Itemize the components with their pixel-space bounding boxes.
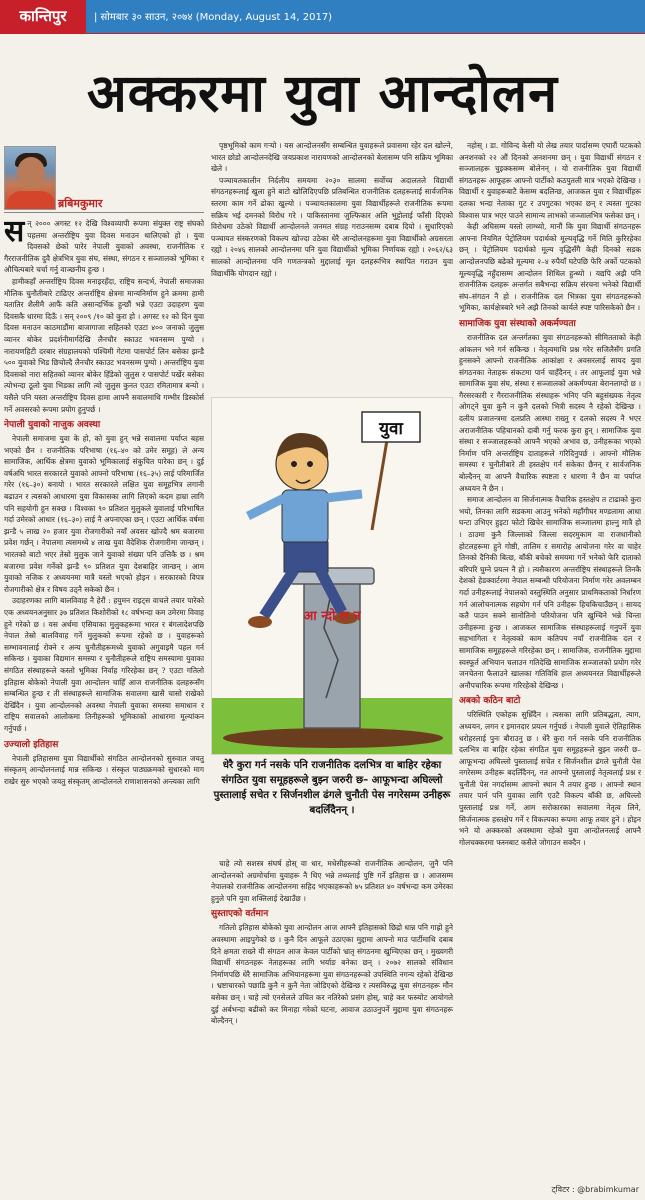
editorial-cartoon [211, 397, 453, 755]
cartoon-leg-left [264, 570, 294, 616]
subhead-difficult-path: अबको कठिन बाटो [459, 696, 521, 707]
masthead [0, 0, 645, 34]
cartoon-shirt [282, 490, 328, 544]
column-1-paragraph-4: उदाहरणका लागि बालविवाह नै हेरौं : हयुमन राइट्स वाचले तयार पारेको एक अध्ययनअनुसार ३७ प्रतिशत किशोरीको १८ वर्षभन्दा कम उमेरमा विवाह हुने गरेको छ । यस अर्थमा एसियाका मुलुकहरूमा भारत र बंगलादेशपछि नेपाल तेस्रो बालविवाह गर्ने मुलुकको रूपमा रहेको छ । युवाहरूको सम्भावनालाई रोक्ने र अन्य चुनौतीहरूमध्ये युवाको अगुवाइमै पहल गर्न सकिन्छ । युवाका विद्यमान समस्या र चुनौतीहरूले राष्ट्रिय समस्यामा युवाका संगठित संस्थाहरूले कस्तो भूमिका निर्वाह गरिरहेका छन् ? एउटा गतिलो इतिहास बोकेको नेपाली युवा आन्दोलन चाहिँ आज राजनीतिक दलहरूसँग सम्बन्धित हुन्छ र ती संस्थाहरूले सामाजिक सवालमा खासै चासो राखेको देखिँदैन । युवा आन्दोलनको अवस्था नेपाली युवाका समस्या समाधान र राष्ट्रिय सवालको आलोकमा तिनीहरूको भूमिकाको आधारमा मूल्यांकन गर्नुपर्छ । [4, 596, 204, 733]
author-twitter-handle[interactable]: ट्विटर : @brabimkumar [551, 1185, 639, 1194]
cartoon-illustration [212, 398, 453, 755]
article-headline: अक्करमा युवा आन्दोलन [87, 64, 558, 124]
cartoon-sign-text: युवा [379, 419, 403, 439]
byline-rule [4, 212, 204, 213]
cartoon-shoe-left [248, 616, 272, 628]
cartoon-sign-pole [372, 434, 388, 530]
article-column-3 [459, 140, 641, 1182]
subhead-sluggish-present: सुस्ताएको वर्तमान [211, 909, 269, 920]
column-3-paragraph-4: समाज आन्दोलन वा सिर्जनात्मक वैचारिक हस्तक्षेप त टाढाको कुरा भयो, तिनका लागि सडकमा आउनु भनेको महाँगीघर मण्डलामा आधा घन्टा उभिएर हुइटा फोटो खिचेर सामाजिक सञ्जालमा हाल्नु मात्रै हो । ठाउमा कुनै जिल्लाको जिल्ला सदरमुकाम वा राजधानीको होटलहरूमा हुने गोष्ठी, तालिम र समारोह आयोजना गरेर वा चाहेर तिनको दैनिकी बित्छ, बाँकी बचेको समयमा गर्ने भनेको फेरि दाताको बरिपरि घुम्ने प्रयत्न नै हो । त्यसैकारण अन्तर्राष्ट्रिय संस्थाहरूले तिनकै देशको हेडक्वार्टरमा नेपाल सम्बन्धी परियोजना निर्माण गरेर अवलम्बन गर्दा उनीहरूलाई नेपालको वस्तुस्थिति अनुसार प्राथमिकताको निर्धारण गर्न आलोचनात्मक सहयोग गर्न पनि उनीहरू हिचकिचाउँछन् । सायद कतै पाउन सक्ने सानोतिनो परियोजना पनि खुम्चिने भन्ने चिन्ता उनीहरूमा हुन्छ । आजकल सामाजिक संस्थाहरूलाई गनुपर्ने युवा सहभागिता र नेतृत्वको काम कतिपय नयाँ राजनीतिक दल र सामाजिक समूहहरूले गरिरहेका छन् । सामाजिक, राजनीतिक मुद्दामा स्वस्फूर्त अभियान चलाउन गतिदेखि सामाजिक सञ्जालको प्रयोग गरेर जनचेतना फैलाउने खालका गतिविधि हाल अध्ययनरत विद्यार्थीहरूले अनौपचारिक रूपमा गरिरहेको देखिन्छ । [459, 495, 641, 690]
column-3-paragraph-3: राजनीतिक दल अन्तर्गतका युवा संगठनहरूको सीमितताको केही आंकलन भने गर्न सकिन्छ । नेतृत्वमाथि प्रश्न गरेर सजिलैसँग प्रगति हुनसक्ने आफ्नो राजनीतिक आकांक्षा र अवसरलाई सायद युवा संगठनका नेताहरू संकटमा पार्न चाहँदैनन् । तर आफूलाई युवा भन्ने सामाजिक युवा संघ, संस्था र सञ्जालको अकर्मण्यता बेरानलाग्दो छ । गैरसरकारी र गैरराजनीतिक संस्थाहरू भनिए पनि बहुसंख्यक नेतृत्व ओगट्ने युवा कुनै न कुनै दलको भित्री सदस्य नै रहेको देखिन्छ । दलीय प्रजातन्त्रमा दलप्रति आस्था राख्नु र दलको सदस्य नै भएर अराजनीतिक पहिचानको दाबी गर्नु फरक कुरा हुन् । सामाजिक युवा संस्था र सञ्जालहरूको आफ्नै भएको अभाव छ, उनीहरूका भएको निर्माण पनि अन्तर्राष्ट्रिय दाताहरूले गरिदिनुपर्छ । आफ्नो मौलिक समस्या र चुनौतीबारे ती हस्तक्षेप गर्न सकेका छैनन् र सार्वजनिक बोल्दैनन् वा आफ्नै वैचारिक स्पष्टता र धारणा नै छैन वा पर्याप्त अध्ययन नै छैन । [459, 332, 641, 493]
cartoon-eye-right [307, 461, 313, 467]
newspaper-logo[interactable]: कान्तिपुर [0, 0, 86, 33]
author-face [17, 157, 45, 189]
article-column-1 [4, 218, 204, 1196]
subhead-youth-condition: नेपाली युवाको नाजुक अवस्था [4, 420, 101, 431]
author-photo [4, 146, 56, 210]
subhead-social-youth-inaction: सामाजिक युवा संस्थाको अकर्मण्यता [459, 318, 576, 329]
column-2-paragraph-2: पञ्चायतकालीन निर्दलीय समयमा २०३० सालमा सर्वोच्च अदालतले विद्यार्थी संगठनहरूलाई खुला हुने बाटो खोलिदिएपछि प्रतिबन्धित राजनीतिक दलहरूलाई सार्वजनिक स्तरमा काम गर्ने ढोका खुल्यो । पञ्चायतकालमा युवा विद्यार्थीहरूले राजनीतिक रूपमा सक्रिय भई दमनको विरोध गरे । पाकिस्तानमा जुल्फिकार अलि भुट्टोलाई फाँसी दिएको विरोधमा उठेको विद्यार्थी आन्दोलनले जनमत संग्रह गराउनसम्म दबाब दियो । सुधारिएको पञ्चायत संस्करणको विकल्प खोज्दा उठेका धेरै आन्दोलनहरूमा युवा विद्यार्थीको अग्रसरता रह्यो । २०४६ सालको आन्दोलनमा पनि युवा विद्यार्थीको भूमिका निर्णायक रह्यो । २०६२/६३ सालको आन्दोलनमा पनि गणतन्त्रको मुद्दालाई मूल दलहरूभित्र स्थापित गराउन युवा विद्यार्थीकै योगदान रह्यो । [211, 175, 453, 278]
column-2-paragraph-1: पृष्ठभूमिको काम गऱ्यो । यस आन्दोलनसँग सम्बन्धित युवाहरूले प्रवासमा रहेर दल खोल्ने, भारत छोडो आन्दोलनदेखि जयप्रकाश नारायणको आन्दोलनको बेलासम्म पनि सक्रिय भूमिका खेले । [211, 141, 453, 174]
column-1-paragraph-2: हामीकहाँ अन्तर्राष्ट्रिय दिवस मनाइरहँदा, राष्ट्रिय सन्दर्भ, नेपाली समाजका मौलिक चुनौतीबारे टाढिएर अन्तर्राष्ट्रिय क्षेत्रमा मान्यनिर्माण हुने क्रममा हामी यतातिर शैलीमै आफैं कति असान्दर्भिक हुन्छौं भन्ने एउटा उदाहरण युवा दिवसकै धारमा दिऊँ । सन् २००९ /१० को कुरा हो । अगस्ट १२ को दिन युवा दिवस मनाउन काठमाडौंमा बाजागाजा सहितको एउटा ४०० जनाको जुलुस व्यानर बोकेर प्रदर्शनीमार्गदेखि लैनचौर स्काउट भवनसम्म पुग्यो । नारायणहिटी दरबार संग्रहालयको पश्चिमी गेटमा पासपोर्ट लिन बसेका झन्डै ५०० युवाको भिड छिचोल्दै लैनचौर स्काउट भवनसम्म पुग्यो । अन्तर्राष्ट्रिय युवा दिवसको नारा सहितको व्यानर बोकेर हिँडेको जुलुस र पासपोर्ट पर्खेर बसेका त्योभन्दा ठूलो युवा भिडका लागि त्यो जुलुस कुनत एउटा रमितामात्र बन्यो । यसैले पनि यस्ता अन्तर्राष्ट्रिय दिवस हामा आफ्नै सवालमाथि गम्भीर डिस्कोर्स गर्ने अवसरको रूपमा प्रयोग हुनुपर्छ । [4, 276, 204, 414]
column-3-paragraph-1: नहोस् । डा. गोविन्द केसी यो लेख तयार पार्दासम्म एघारौं पटकको अनशनको २२ औं दिनको अनशनमा छन् । युवा विद्यार्थी संगठन र सञ्जालहरू चुइक्कसम्म बोलेनन् । यो राजनीतिक युवा विद्यार्थी संगठनहरू आफूहरू आफ्नो पार्टीको कठपुतली मात्र भएको देखिन्छ । विद्यार्थी र युवाहरूबाटै केसम्म बदलिन्छ, आजकल युवा र विद्यार्थीहरू दलका भन्दा नेताका गुट र उपगुटका भएका छन् र त्यस्ता गुटका विश्वास पात्र भएर पाउने सामान्य लाभको जञ्जालभित्र फसेका छन् । [459, 141, 641, 220]
column-1-paragraph-5: नेपाली इतिहासमा युवा विद्यार्थीको संगठित आन्दोलनको सुरुवात जयतु संस्कृतम् आन्दोलनलाई मान्न सकिन्छ । संस्कृत पाठ्यक्रमको सुधारको माग राखेर सुरु भएको जयतु संस्कृतम् आन्दोलनले राणाशासनको अन्त्यका लागि [4, 753, 204, 786]
author-shirt [7, 191, 55, 210]
dateline: | सोमबार ३० साउन, २०७४ (Monday, August 14, 2017) [86, 0, 645, 33]
column-2-paragraph-3: चाहे त्यो सशस्त्र संघर्ष होस् वा धार, मधेसीहरूको राजनीतिक आन्दोलन, जुनै पनि आन्दोलनको अग्रमोर्चामा युवाहरू नै थिए भन्ने तथ्यलाई पुष्टि गर्ने इतिहास छ । आजसम्म नेपालको राजनीतिक आन्दोलनमा सहिद भएकाहरूको ७५ प्रतिशत ४० वर्षभन्दा कम उमेरका हुनुले पनि युवा शक्तिलाई देखाउँछ । [211, 859, 453, 903]
author-byline: ब्रबिमकुमार [58, 197, 103, 210]
cartoon-trousers [284, 542, 328, 572]
column-3-paragraph-5: परिस्थिति एकोहक सुध्रिँदैन । त्यसका लागि प्रतिबद्धता, त्याग, अध्ययन, लगन र इमानदार प्रयत्न गर्नुपर्छ । नेपाली युवाले ऐतिहासिक धरोहरलाई पुनः बौराउनु छ । धेरै कुरा गर्न नसके पनि राजनीतिक दलभित्र वा बाहिर रहेका संगठित युवा समूहहरूले बुझ्न जरुरी छ– आफूभन्दा अघिल्लो पुस्तालाई सचेत र सिर्जनशील ढंगले चुनौती पेस नगरेसम्म उनीहरू बदलिँदैनन्, नत आफ्नो पुस्तालाई नेतृत्वलाई प्रश्न र चुनौती पेस नगर्दासम्म आफ्नो स्थान नै तयार हुन्छ । आफ्नो स्थान तयार पार्न पनि युवाका लागि एउटै विकल्प बाँकी छ, अघिल्लो पुस्तालाई प्रश्न गर्ने, आम सरोकारका सवालमा नेतृत्व लिने, सिर्जनात्मक हस्तक्षेप गर्ने र विकल्पका रूपमा आफू तयार हुने । होइन भने यो अक्करको अवस्थामा रहेको युवा आन्दोलनलाई आफ्नै गोलचक्करमा फस्नबाट कसैले जोगाउन सक्दैन । [459, 710, 641, 847]
column-1-paragraph-3: नेपाली समाजमा युवा के हो, को युवा हुन् भन्ने सवालमा पर्याप्त बहस भएको छैन । राजनीतिक परिभाषा (१६–४० को उमेर समूह) ले अन्य सामाजिक, आर्थिक क्षेत्रमा युवाको भूमिकालाई संकुचित पारेका छन् । दुई वर्षअघि भारत सरकारले युवाको आफ्नो परिभाषा (१६–३५) लाई परिमार्जित गरेर (१६–३०) बनायो । भारत सरकारले लक्षित युवा समूहभित्र लगानी बढाउन र त्यसको आधारमा युवा विकासका लागि लिएको कदम हाम्रा लागि पनि सहयोगी हुन सक्छ । विश्वका ९० प्रतिशत मुलुकले युवालाई परिभाषित गर्दा उमेरको आधार (१६–३०) लाई नै अपनाएका छन् । एउटा आर्थिक वर्षमा झन्डै ५ लाख २० हजार युवा रोजगारीको नयाँ अवसर खोज्दै श्रम बजारमा प्रवेश गर्छन् । नेपालमा त्यसमध्ये ४ लाख युवा वैदेशिक रोजगारीमा जान्छन् । भारतको बाटो भएर तेस्रो मुलुक जाने युवाको संख्या पनि उत्तिकै छ । श्रम बजारमा प्रवेश गर्नेको झन्डै ९० प्रतिशत युवा देशबाहिर जान्छन् । आम युवाको नजिक र अध्ययनमा मात्रै यस्तो भएको होइन । सरकारको विपत्र रोजगारीको क्षेत्र र विषय उठ्नै सकेको छैन । [4, 434, 204, 594]
article-column-2-bottom [211, 858, 453, 1196]
cartoon-crack [223, 728, 443, 748]
subhead-bright-history: उज्यालो इतिहास [4, 739, 59, 750]
cartoon-arm-right [326, 494, 362, 498]
column-1-paragraph-1 [4, 218, 204, 276]
cartoon-pillar-text: आ न्दो ल न [303, 609, 361, 624]
article-column-2-top [211, 140, 453, 393]
column-3-paragraph-2: केही अघिसम्म यस्तो लाग्थ्यो, मानौं कि युवा विद्यार्थी संगठनहरू आफ्ना नियमित पेट्रोलियम पदार्थको मूल्यवृद्धि गर्ने मिति कुरिरहेका छन् । पेट्रोलियम पदार्थको मूल्य वृद्धिसँगै केही दिनको सडक आन्दोलनपछि बढेको मूल्यमा २–४ रुपैयाँ घटेपछि फेरि अर्को पटकको मूल्यवृद्धि नहुँदासम्म आन्दोलन शिथिल हुन्थ्यो । यद्यपि अझै पनि राजनीतिक दलहरू अन्तर्गत सबैभन्दा सक्रिय संरचना भनेको विद्यार्थी संघ–संगठन नै हो । राजनीतिक दल भित्रका युवा संगठनहरूको भूमिका, कार्यक्षेत्रबारे भने अझै तिनको कार्यले स्पष्ट पारिसकेको छैन । [459, 222, 641, 313]
cartoon-pullquote: धेरै कुरा गर्न नसके पनि राजनीतिक दलभित्र वा बाहिर रहेका संगठित युवा समूहहरूले बुझ्न जरुरी छ– आफूभन्दा अघिल्लो पुस्तालाई सचेत र सिर्जनशील ढंगले चुनौती पेस नगरेसम्म उनीहरू बदलिँदैनन् । [213, 760, 451, 816]
cartoon-eye-left [291, 461, 297, 467]
cartoon-arm-left [248, 498, 284, 516]
drop-cap: स [4, 218, 25, 249]
column-2-paragraph-4: गतिलो इतिहास बोकेको युवा आन्दोलन आज आफ्नै इतिहासको छिद्रो धान्न पनि गाह्रो हुने अवस्थामा आइपुगेको छ । कुनै दिन आफूले उठाएका मुद्दामा आफ्नो माउ पार्टीमाथि दबाब दिने क्षमता राख्ने यी संगठन आज केवल पार्टीको भ्रातृ संगठनमा खुम्चिएका छन् । मुख्यगरी विद्यार्थी संगठनहरू नेताहरूका लागि भर्याङ बनेका छन् । २०७२ सालको संविधान निर्माणपछि धेरै सामाजिक अभियानहरूमा युवा संगठनहरूको उपस्थिति नगन्य रहेको देखिन्छ । भ्रष्टाचारको पछाडि कुनै न कुनै नेता जोडिएको देखिन्छ र त्यसविरुद्ध युवा संगठनहरू मौन बसेका छन् । चाहे त्यो एनसेलले उचित कर नतिरेको प्रसंग होस्, चाहे कर फस्र्योट आयोगले दुई अर्बभन्दा बढीको कर मिनाहा गरेको घटना, आवाज उठाउनुपर्ने मुद्दामा युवा संगठनहरू बोल्दैनन् । [211, 923, 453, 1026]
column-1-paragraph-1-text: न् २००० अगस्ट १२ देखि विश्वव्यापी रूपमा संयुक्त राष्ट्र संघको पहलमा अन्तर्राष्ट्रिय युवा दिवस मनाउन थालिएको हो । युवा दिवसको छेको पारेर नेपाली युवाको अवस्था, राजनीतिक र गैरराजनीतिक दुवै क्षेत्रभित्र युवा संघ, संस्था, संगठन र सञ्जालको भूमिका र औचित्यबारे चर्चा गर्नु वाञ्छनीय हुन्छ । [4, 219, 204, 275]
